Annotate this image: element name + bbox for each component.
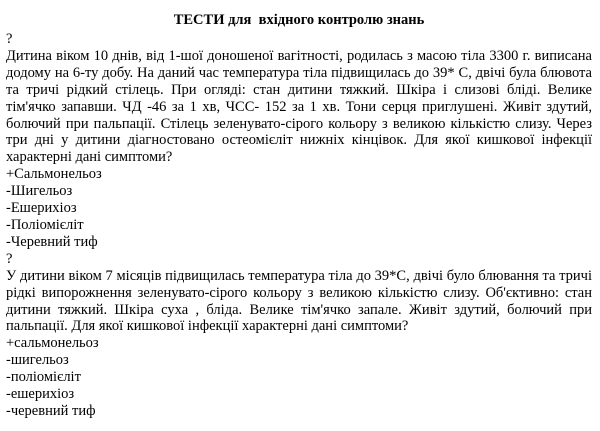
question-text: У дитини віком 7 місяців підвищилась температура тіла до 39*С, двічі було блювання та тричі рідкі випорожнення зеленувато-сірого кольору з великою кількістю слизу. Об'єктивно: стан дитини тяжкий. Шкіра суха , бліда. Велике тім'ячко запале. Живіт здутий, болючий при пальпації. Для якої кишкової інфекції характерні дані симптоми? <box>6 267 592 335</box>
answer-option: -Шигельоз <box>6 183 73 200</box>
answer-option: +сальмонельоз <box>6 335 99 352</box>
answer-option: -Поліомієліт <box>6 216 84 233</box>
answer-option: +Сальмонельоз <box>6 166 102 183</box>
document-title: ТЕСТИ для вхідного контролю знань <box>173 12 425 28</box>
answer-option: -поліомієліт <box>6 369 81 386</box>
answer-option: -Черевний тиф <box>6 233 98 250</box>
question-marker: ? <box>6 31 13 47</box>
question-marker: ? <box>6 250 13 267</box>
question-block-1 <box>6 31 592 251</box>
document-page <box>6 12 592 420</box>
answer-option: -ешерихіоз <box>6 386 75 403</box>
answer-option: -Ешерихіоз <box>6 200 77 217</box>
question-text: Дитина віком 10 днів, від 1-шої доношеної вагітності, родилась з масою тіла 3300 г. виписана додому на 6-ту добу. На даний час температура тіла підвищилась до 39* С, двічі була блювота та тричі рідкий стілець. При огляді: стан дитини тяжкий. Шкіра і слизові бліді. Велике тім'ячко запавши. ЧД -46 за 1 хв, ЧСС- 152 за 1 хв. Тони серця приглушені. Живіт здутий, болючий при пальпації. Стілець зеленувато-сірого кольору з великою кількістю слизу. Через три дні у дитини діагностовано остеомієліт нижніх кінцівок. Для якої кишкової інфекції характерні дані симптоми? <box>6 47 592 166</box>
answer-option: -шигельоз <box>6 352 69 369</box>
question-block-2 <box>6 251 592 420</box>
answer-option: -черевний тиф <box>6 402 96 419</box>
